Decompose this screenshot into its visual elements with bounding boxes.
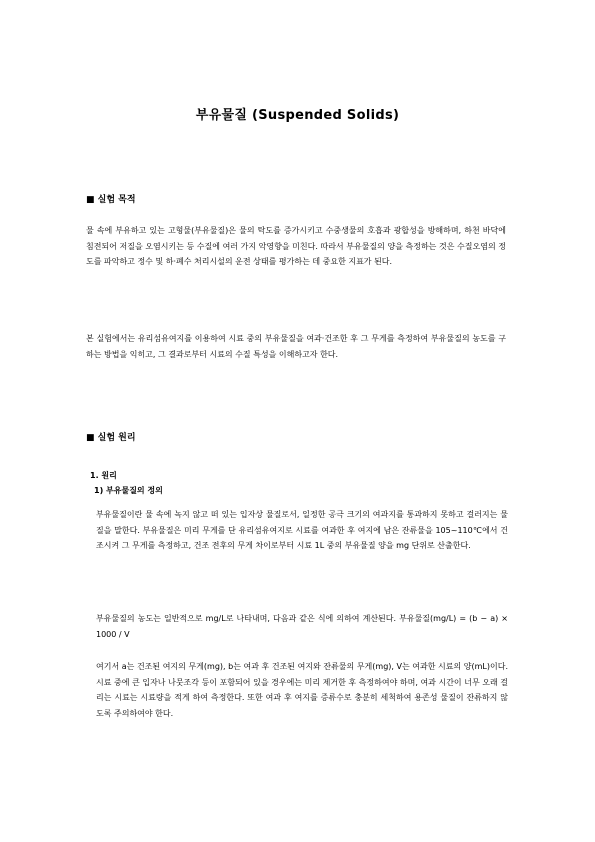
subheading-definition: 1) 부유물질의 정의 [94, 486, 163, 495]
subheading-principle: 1. 원리 [90, 471, 117, 480]
section-heading-purpose: ■ 실험 목적 [86, 195, 136, 205]
principle-paragraph-2: 부유물질의 농도는 일반적으로 mg/L로 나타내며, 다음과 같은 식에 의하여 계산된다. 부유물질(mg/L) = (b − a) × 1000 / V [96, 614, 508, 639]
purpose-paragraph-2: 본 실험에서는 유리섬유여지를 이용하여 시료 중의 부유물질을 여과·건조한 후 그 무게를 측정하여 부유물질의 농도를 구하는 방법을 익히고, 그 결과로부터 시료의 수질 특성을 이해하고자 한다. [86, 334, 506, 359]
principle-paragraph-3: 여기서 a는 건조된 여지의 무게(mg), b는 여과 후 건조된 여지와 잔류물의 무게(mg), V는 여과한 시료의 양(mL)이다. 시료 중에 큰 입자나 나뭇조각 등이 포함되어 있을 경우에는 미리 제거한 후 측정하여야 하며, 여과 시간이 너무 오래 걸리는 시료는 시료량을 적게 하여 측정한다. 또한 여과 후 여지를 증류수로 충분히 세척하여 용존성 물질이 잔류하지 않도록 주의하여야 한다. [96, 662, 508, 718]
section-heading-principle: ■ 실험 원리 [86, 433, 136, 443]
purpose-paragraph-1: 물 속에 부유하고 있는 고형물(부유물질)은 물의 탁도를 증가시키고 수중생물의 호흡과 광합성을 방해하며, 하천 바닥에 침전되어 저질을 오염시키는 등 수질에 여러 가지 악영향을 미친다. 따라서 부유물질의 양을 측정하는 것은 수질오염의 정도를 파악하고 정수 및 하·폐수 처리시설의 운전 상태를 평가하는 데 중요한 지표가 된다. [86, 226, 506, 266]
principle-paragraph-1: 부유물질이란 물 속에 녹지 않고 떠 있는 입자상 물질로서, 일정한 공극 크기의 여과지를 통과하지 못하고 걸러지는 물질을 말한다. 부유물질은 미리 무게를 단 유리섬유여지로 시료를 여과한 후 여지에 남은 잔류물을 105~110℃에서 건조시켜 그 무게를 측정하고, 건조 전후의 무게 차이로부터 시료 1L 중의 부유물질 양을 mg 단위로 산출한다. [96, 510, 508, 550]
document-title: 부유물질 (Suspended Solids) [195, 108, 400, 123]
